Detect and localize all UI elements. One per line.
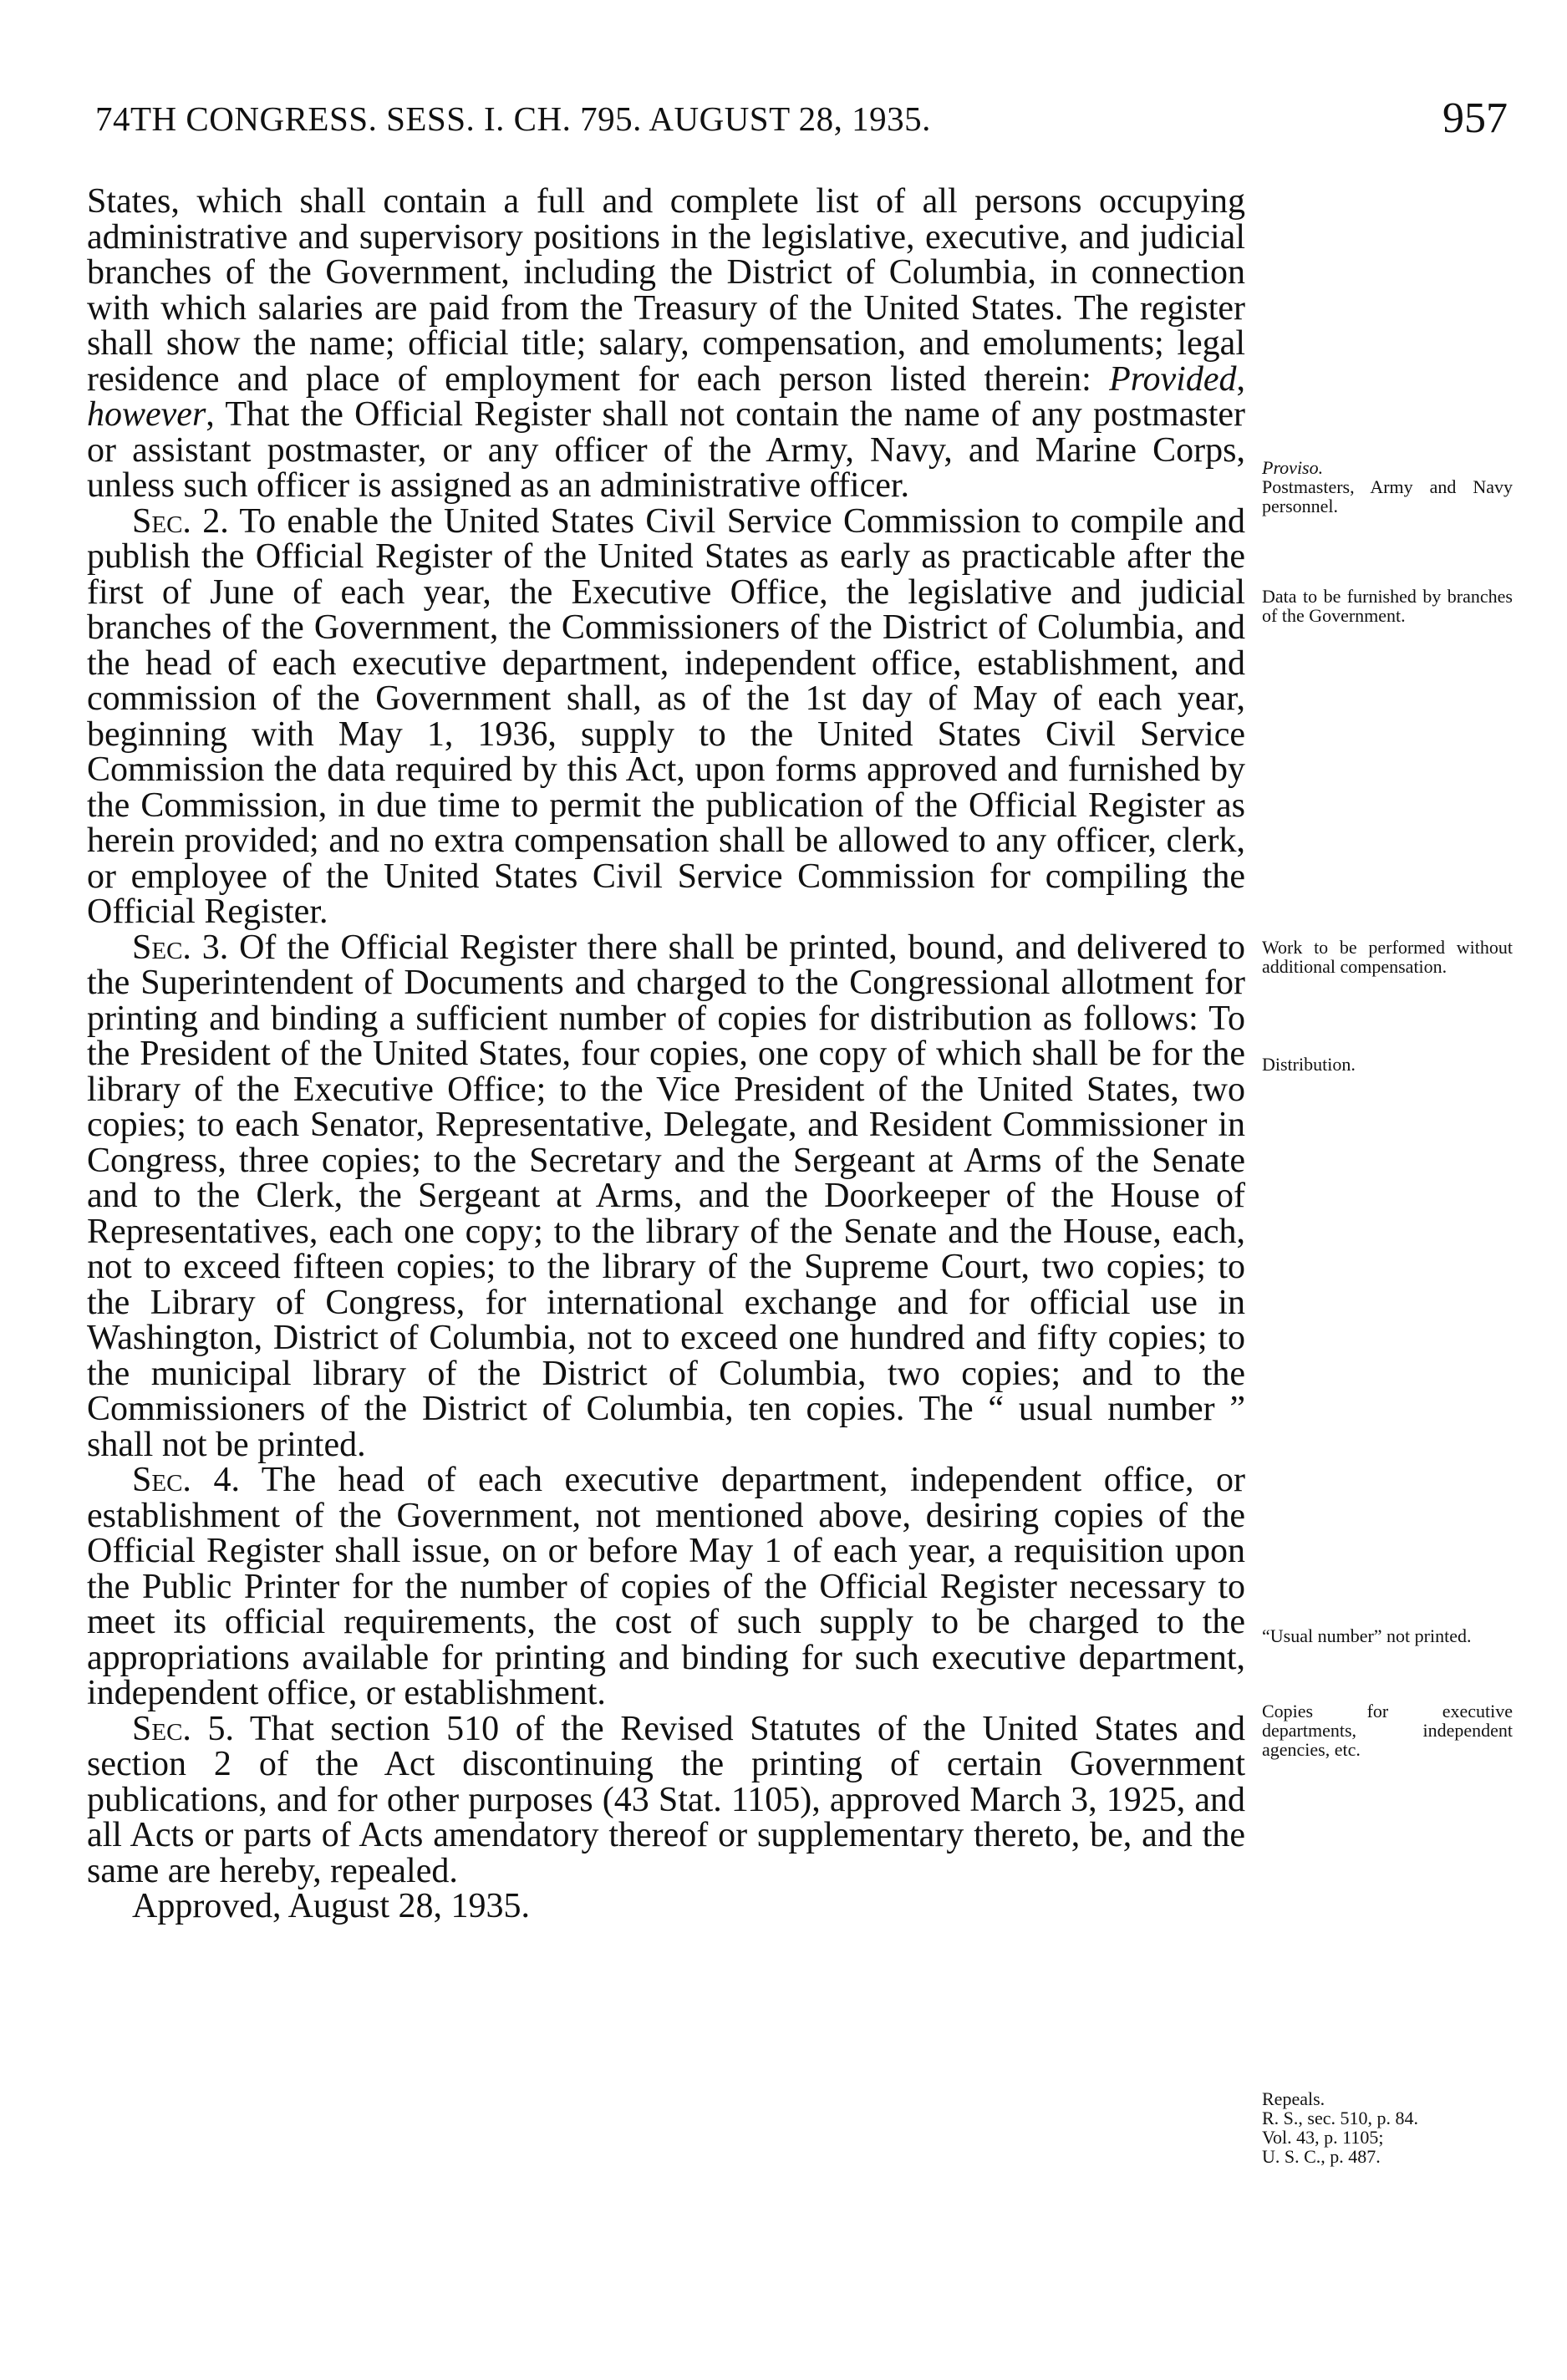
running-head [95,94,1508,149]
section-2-label: Sec. 2. [132,501,229,541]
section-1-text-a: States, which shall contain a full and complete list of all persons occupying administrative and supervisory positions in the legislative, executive, and judicial branches of the Government, including the District of Columbia, in connection with which salaries are paid from the Treasury of the United States. The register shall show the name; official title; salary, compensation, and emoluments; legal residence and place of employment for each person listed therein: [87,182,1245,399]
section-4 [87,1462,1245,1711]
margin-note-usual-number: “Usual number” not printed. [1262,1625,1472,1646]
section-3 [87,930,1245,1463]
margin-note-usc-reference: U. S. C., p. 487. [1262,2146,1381,2167]
however-italic: however [87,395,206,434]
margin-note-vol-reference: Vol. 43, p. 1105; [1262,2127,1384,2148]
margin-note-work: Work to be performed without additional compensation. [1262,937,1513,977]
section-5-label: Sec. 5. [132,1709,235,1748]
section-3-label: Sec. 3. [132,928,229,967]
approval-line: Approved, August 28, 1935. [132,1887,530,1925]
margin-note-data-furnished: Data to be furnished by branches of the Government. [1262,586,1513,626]
section-2-text: To enable the United States Civil Service Commission to compile and publish the Official Register of the United States as early as practicable after the first of June of each year, the Executive Office, the legislative and judicial branches of the Government, the Commissioners of the District of Columbia, and the head of each executive department, independent office, establishment, and commission of the Government shall, as of the 1st day of May of each year, beginning with May 1, 1936, supply to the United States Civil Service Commission the data required by this Act, upon forms approved and furnished by the Commission, in due time to permit the publication of the Official Register as herein provided; and no extra compensation shall be allowed to any officer, clerk, or employee of the United States Civil Service Commission for compiling the Official Register. [87,501,1245,931]
margin-note-repeals [1262,2089,1513,2166]
margin-note-distribution: Distribution. [1262,1054,1356,1075]
running-head-title: 74TH CONGRESS. SESS. I. CH. 795. AUGUST 28, 1935. [95,99,931,138]
section-4-text: The head of each executive department, independent office, or establishment of the Government, not mentioned above, desiring copies of the Official Register shall issue, on or before May 1 of each year, a requisition upon the Public Printer for the number of copies of the Official Register necessary to meet its official requirements, the cost of such supply to be charged to the appropriations available for printing and binding for such executive department, independent office, or establishment. [87,1461,1245,1712]
section-1-comma: , [1236,359,1245,399]
section-1-continuation [87,184,1245,504]
margin-note-postmasters: Postmasters, Army and Navy personnel. [1262,476,1513,516]
margin-note-copies: Copies for executive departments, independent agencies, etc. [1262,1701,1513,1760]
margin-note-repeals-label: Repeals. [1262,2088,1325,2109]
margin-note-proviso [1262,458,1513,516]
section-1-text-b: , That the Official Register shall not contain the name of any postmaster or assistant postmaster, or any officer of the Army, Navy, and Marine Corps, unless such officer is assigned as an administrative officer. [87,395,1245,505]
margin-note-rs-reference: R. S., sec. 510, p. 84. [1262,2108,1418,2128]
section-2 [87,501,1245,931]
section-5-text: That section 510 of the Revised Statutes of the United States and section 2 of the Act discontinuing the printing of certain Government publications, and for other purposes (43 Stat. 1105), approved March 3, 1925, and all Acts or parts of Acts amendatory thereof or supplementary thereto, be, and the same are hereby, repealed. [87,1709,1245,1890]
section-4-label: Sec. 4. [132,1461,240,1499]
section-5 [87,1711,1245,1889]
provided-italic: Provided [1109,359,1237,399]
section-3-text: Of the Official Register there shall be printed, bound, and delivered to the Superintendent of Documents and charged to the Congressional allotment for printing and binding a sufficient number of copies for distribution as follows: To the President of the United States, four copies, one copy of which shall be for the library of the Executive Office; to the Vice President of the United States, two copies; to each Senator, Representative, Delegate, and Resident Commissioner in Congress, three copies; to the Secretary and the Sergeant at Arms of the Senate and to the Clerk, the Sergeant at Arms, and the Doorkeeper of the House of Representatives, each one copy; to the library of the Senate and the House, each, not to exceed fifteen copies; to the library of the Supreme Court, two copies; to the Library of Congress, for international exchange and for official use in Washington, District of Columbia, not to exceed one hundred and fifty copies; to the municipal library of the District of Columbia, two copies; and to the Commissioners of the District of Columbia, ten copies. The “ usual number ” shall not be printed. [87,928,1246,1464]
page-number: 957 [1442,94,1508,142]
statute-body [87,184,1245,1925]
margin-note-proviso-label: Proviso. [1262,457,1324,478]
